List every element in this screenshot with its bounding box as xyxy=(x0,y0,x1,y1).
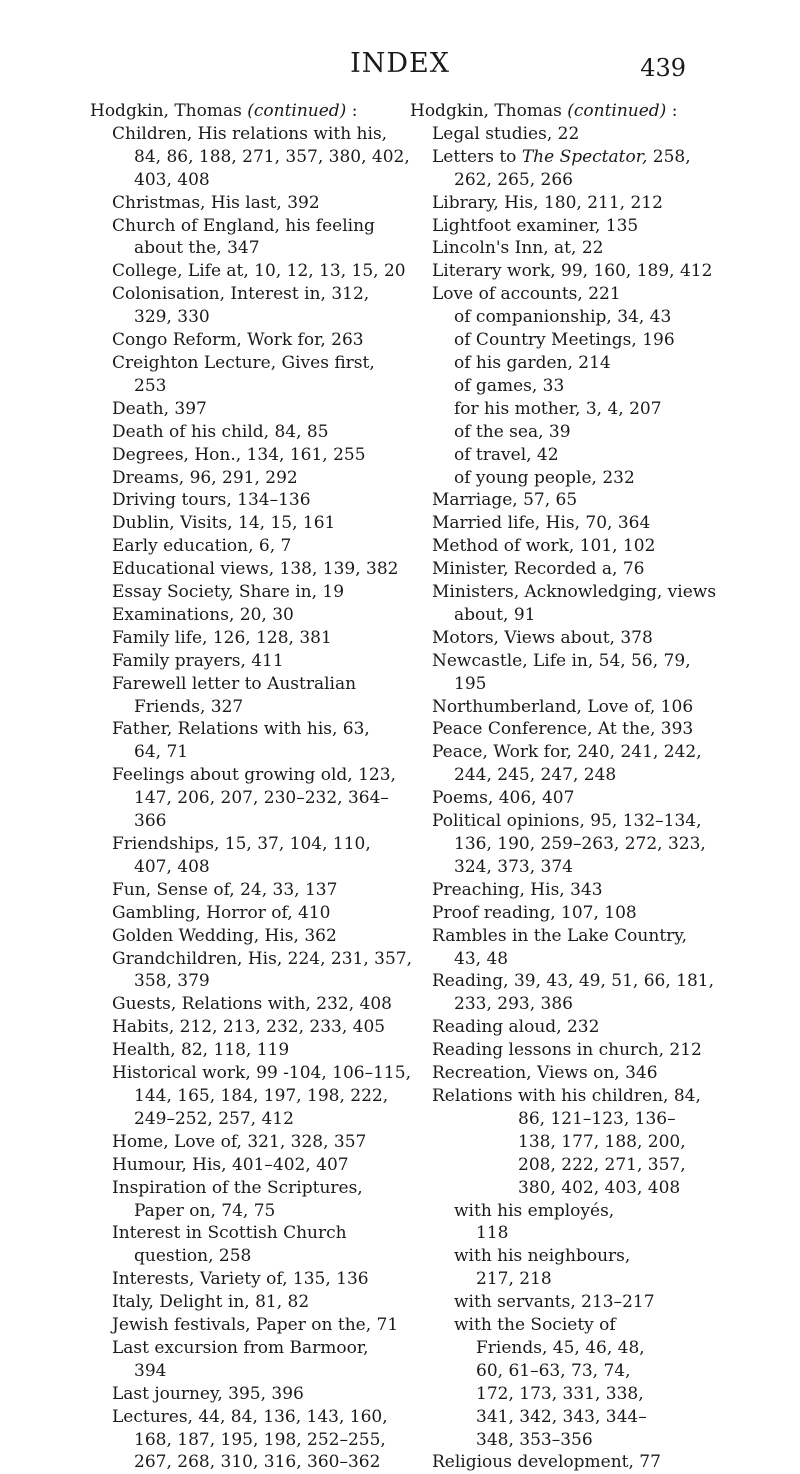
entry-pages-cont: 136, 190, 259–263, 272, 323, xyxy=(454,834,706,854)
entry-text: of companionship, 34, 43 xyxy=(454,307,672,328)
index-entry xyxy=(90,1268,400,1291)
index-entry xyxy=(410,421,720,444)
entry-text: Preaching, His, 343 xyxy=(432,879,603,900)
entry-text: Northumberland, Love of, 106 xyxy=(432,696,694,717)
entry-text: Library, His, 180, 211, 212 xyxy=(432,192,663,213)
heading-name: Hodgkin, Thomas xyxy=(90,101,242,121)
entry-text: Method of work, 101, 102 xyxy=(432,536,656,557)
index-entry xyxy=(90,948,412,994)
entry-text: Recreation, Views on, 346 xyxy=(432,1063,658,1084)
left-column xyxy=(90,100,412,1474)
entry-text: Inspiration of the Scriptures, xyxy=(112,1177,363,1198)
entry-text: Literary work, 99, 160, 189, 412 xyxy=(432,261,713,282)
index-entry xyxy=(410,902,720,925)
index-entry xyxy=(410,925,720,971)
entry-pages-cont: 86, 121–123, 136– xyxy=(518,1108,676,1129)
entry-text: Marriage, 57, 65 xyxy=(432,490,578,511)
entry-pages-cont: 253 xyxy=(134,375,167,396)
index-entry xyxy=(410,237,720,260)
index-entry xyxy=(90,329,400,352)
entry-text: Grandchildren, His, 224, 231, 357, xyxy=(112,948,412,969)
index-entry xyxy=(90,123,410,192)
running-head xyxy=(0,48,800,88)
index-entry xyxy=(90,192,400,215)
entry-text: Poems, 406, 407 xyxy=(432,788,575,809)
entry-pages-cont: 262, 265, 266 xyxy=(454,169,573,190)
index-entry xyxy=(90,627,400,650)
entry-pages-cont: 329, 330 xyxy=(134,307,210,328)
entry-text: Congo Reform, Work for, 263 xyxy=(112,330,364,351)
entry-text: Last excursion from Barmoor, xyxy=(112,1337,369,1358)
entry-text: Feelings about growing old, 123, xyxy=(112,765,396,786)
entry-text: Reading, 39, 43, 49, 51, 66, 181, xyxy=(432,971,715,992)
entry-text: Proof reading, 107, 108 xyxy=(432,902,637,923)
entry-text: Last journey, 395, 396 xyxy=(112,1383,304,1404)
index-entry xyxy=(90,925,400,948)
index-entry xyxy=(90,1383,400,1406)
entry-text: Love of accounts, 221 xyxy=(432,284,621,305)
page-title: INDEX xyxy=(350,48,450,79)
entry-text: Married life, His, 70, 364 xyxy=(432,513,651,534)
entry-text: Dublin, Visits, 14, 15, 161 xyxy=(112,513,336,534)
entry-text: Driving tours, 134–136 xyxy=(112,490,311,511)
index-entry xyxy=(90,604,400,627)
index-entry xyxy=(90,1337,400,1383)
index-entry xyxy=(410,467,720,490)
entry-pages-cont: 233, 293, 386 xyxy=(454,994,573,1015)
index-entry xyxy=(90,1154,400,1177)
heading-continued: (continued) xyxy=(247,101,347,121)
index-entry xyxy=(410,146,720,192)
entry-text: Historical work, 99 -104, 106–115, xyxy=(112,1063,411,1084)
index-entry xyxy=(410,535,720,558)
index-entry xyxy=(410,810,720,879)
index-entry xyxy=(410,283,720,306)
entry-text: Lightfoot examiner, 135 xyxy=(432,215,639,236)
entry-text: Interests, Variety of, 135, 136 xyxy=(112,1269,369,1290)
entry-text: with his neighbours, xyxy=(454,1246,631,1267)
index-entry xyxy=(410,260,720,283)
index-entry xyxy=(90,1291,400,1314)
entry-text: Italy, Delight in, 81, 82 xyxy=(112,1292,310,1313)
index-entry xyxy=(410,123,720,146)
entry-text: Newcastle, Life in, 54, 56, 79, xyxy=(432,650,691,671)
index-entry xyxy=(410,741,720,787)
entry-pages-cont: about, 91 xyxy=(454,604,536,625)
index-entry xyxy=(410,1085,720,1108)
entry-text: Golden Wedding, His, 362 xyxy=(112,925,337,946)
entry-text: Peace, Work for, 240, 241, 242, xyxy=(432,742,702,763)
index-entry xyxy=(90,902,400,925)
entry-text: Family prayers, 411 xyxy=(112,650,284,671)
index-entry xyxy=(410,1200,720,1246)
heading-colon: : xyxy=(351,101,358,121)
entry-pages-cont: 144, 165, 184, 197, 198, 222, xyxy=(134,1085,389,1106)
entry-text: Interest in Scottish Church xyxy=(112,1223,347,1244)
entry-text: Minister, Recorded a, 76 xyxy=(432,559,645,580)
index-entry xyxy=(410,970,720,1016)
entry-text: Ministers, Acknowledging, views xyxy=(432,582,717,603)
entry-text: of travel, 42 xyxy=(454,444,559,465)
heading-colon: : xyxy=(671,101,678,121)
index-entry xyxy=(90,879,400,902)
entry-text: Political opinions, 95, 132–134, xyxy=(432,811,702,832)
index-columns xyxy=(90,100,720,1474)
entry-text: Legal studies, 22 xyxy=(432,123,580,144)
entry-text: Farewell letter to Australian xyxy=(112,673,357,694)
entry-text: of young people, 232 xyxy=(454,467,635,488)
entry-text: Lincoln's Inn, at, 22 xyxy=(432,238,604,259)
index-entry xyxy=(410,1062,720,1085)
entry-text: of his garden, 214 xyxy=(454,352,611,373)
entry-text: Motors, Views about, 378 xyxy=(432,627,653,648)
index-entry xyxy=(410,787,720,810)
entry-text: Educational views, 138, 139, 382 xyxy=(112,559,399,580)
entry-text: College, Life at, 10, 12, 13, 15, 20 xyxy=(112,261,406,282)
index-entry xyxy=(410,627,720,650)
index-entry xyxy=(90,558,400,581)
entry-text: Creighton Lecture, Gives first, xyxy=(112,352,375,373)
entry-pages: 258, xyxy=(647,146,691,167)
entry-text: Rambles in the Lake Country, xyxy=(432,925,688,946)
entry-text: Home, Love of, 321, 328, 357 xyxy=(112,1131,367,1152)
entry-text: of the sea, 39 xyxy=(454,421,571,442)
index-entry xyxy=(90,1016,400,1039)
entry-pages-cont: 380, 402, 403, 408 xyxy=(518,1177,681,1198)
index-entry xyxy=(90,1062,411,1131)
entry-text: with his employés, xyxy=(454,1200,615,1221)
index-entry xyxy=(410,1016,720,1039)
entry-text: Examinations, 20, 30 xyxy=(112,604,294,625)
index-entry xyxy=(410,1039,720,1062)
index-entry xyxy=(90,398,400,421)
entry-pages-cont: 249–252, 257, 412 xyxy=(134,1108,294,1129)
index-entry xyxy=(90,512,400,535)
index-entry xyxy=(90,467,400,490)
entry-text: Friendships, 15, 37, 104, 110, xyxy=(112,834,371,854)
entry-pages-cont: Friends, 45, 46, 48, xyxy=(476,1337,645,1358)
entry-pages-cont: 394 xyxy=(134,1360,167,1381)
index-entry xyxy=(90,581,400,604)
index-entry xyxy=(90,489,400,512)
entry-text: Gambling, Horror of, 410 xyxy=(112,902,331,923)
index-entry xyxy=(90,673,400,719)
entry-pages-cont: 366 xyxy=(134,811,167,832)
entry-pages-cont: Friends, 327 xyxy=(134,696,244,717)
entry-text: Reading aloud, 232 xyxy=(432,1017,600,1038)
index-entry xyxy=(410,718,720,741)
entry-text: with the Society of xyxy=(454,1315,616,1336)
entry-pages-cont: 147, 206, 207, 230–232, 364– xyxy=(134,788,389,809)
entry-text: Family life, 126, 128, 381 xyxy=(112,627,332,648)
periodical-title: The Spectator, xyxy=(521,146,648,167)
index-entry xyxy=(410,696,720,719)
index-entry xyxy=(410,581,720,627)
entry-text: Essay Society, Share in, 19 xyxy=(112,582,345,603)
index-entry xyxy=(410,192,720,215)
entry-text: Lectures, 44, 84, 136, 143, 160, xyxy=(112,1406,388,1427)
entry-pages-cont: 348, 353–356 xyxy=(476,1429,593,1450)
index-entry xyxy=(90,993,400,1016)
entry-text: Reading lessons in church, 212 xyxy=(432,1040,702,1061)
index-entry xyxy=(410,1291,720,1314)
index-entry xyxy=(90,1222,400,1268)
index-entry xyxy=(410,352,720,375)
entry-pages-cont: 341, 342, 343, 344– xyxy=(476,1406,647,1427)
entry-text: Church of England, his feeling xyxy=(112,215,375,236)
index-entry xyxy=(90,1131,400,1154)
entry-pages-cont: 118 xyxy=(476,1223,509,1244)
index-entry xyxy=(90,833,400,879)
entry-pages-cont: 403, 408 xyxy=(134,169,210,190)
entry-text: Guests, Relations with, 232, 408 xyxy=(112,994,392,1015)
entry-text: for his mother, 3, 4, 207 xyxy=(454,398,662,419)
index-entry xyxy=(410,1245,720,1291)
entry-pages-cont: 407, 408 xyxy=(134,856,210,877)
index-entry xyxy=(90,1406,400,1474)
entry-text: Jewish festivals, Paper on the, 71 xyxy=(112,1315,399,1336)
entry-text: Religious development, 77 xyxy=(432,1452,661,1473)
index-heading xyxy=(410,100,720,123)
entry-pages-cont: question, 258 xyxy=(134,1246,252,1267)
index-entry xyxy=(410,1314,720,1451)
index-entry xyxy=(90,650,400,673)
index-entry xyxy=(410,1451,720,1474)
index-entry xyxy=(410,558,720,581)
entry-pages-cont: 60, 61–63, 73, 74, xyxy=(476,1360,631,1381)
entry-pages-cont: 138, 177, 188, 200, xyxy=(518,1131,686,1152)
entry-text: Relations with his children, 84, xyxy=(432,1085,701,1106)
entry-text: Peace Conference, At the, 393 xyxy=(432,719,694,740)
entry-pages-cont: 172, 173, 331, 338, xyxy=(476,1383,644,1404)
entry-text: Fun, Sense of, 24, 33, 137 xyxy=(112,879,338,900)
entry-pages-cont: 358, 379 xyxy=(134,971,210,992)
index-entry xyxy=(410,398,720,421)
index-heading xyxy=(90,100,400,123)
entry-pages-cont: 84, 86, 188, 271, 357, 380, 402, xyxy=(134,146,410,167)
index-entry xyxy=(410,489,720,512)
index-entry xyxy=(90,260,406,283)
entry-text: Children, His relations with his, xyxy=(112,123,388,144)
entry-text: Dreams, 96, 291, 292 xyxy=(112,467,298,488)
index-entry xyxy=(90,444,400,467)
index-entry xyxy=(410,650,720,696)
entry-text: Habits, 212, 213, 232, 233, 405 xyxy=(112,1017,386,1038)
index-entry xyxy=(410,329,720,352)
entry-text: Death of his child, 84, 85 xyxy=(112,421,329,442)
entry-text: Christmas, His last, 392 xyxy=(112,192,320,213)
entry-pages-cont: 324, 373, 374 xyxy=(454,856,573,877)
index-entry xyxy=(90,535,400,558)
entry-text: Degrees, Hon., 134, 161, 255 xyxy=(112,444,366,465)
index-entry xyxy=(90,352,400,398)
index-entry xyxy=(90,1177,400,1223)
entry-pages-cont: 217, 218 xyxy=(476,1269,552,1290)
heading-continued: (continued) xyxy=(567,101,667,121)
index-entry xyxy=(90,718,400,764)
index-entry xyxy=(90,1039,400,1062)
entry-pages-cont: 168, 187, 195, 198, 252–255, xyxy=(134,1429,386,1450)
entry-pages-cont: 43, 48 xyxy=(454,948,509,969)
index-entry xyxy=(410,306,720,329)
right-column xyxy=(410,100,720,1474)
entry-text: Colonisation, Interest in, 312, xyxy=(112,284,370,305)
entry-text: of Country Meetings, 196 xyxy=(454,330,675,351)
index-entry xyxy=(410,444,720,467)
entry-text: Letters to xyxy=(432,146,522,167)
entry-pages-cont: 64, 71 xyxy=(134,742,189,763)
entry-pages-cont: Paper on, 74, 75 xyxy=(134,1200,276,1221)
index-entry xyxy=(410,215,720,238)
index-entry xyxy=(90,1314,400,1337)
entry-text: Health, 82, 118, 119 xyxy=(112,1040,290,1061)
entry-pages-cont: 244, 245, 247, 248 xyxy=(454,765,617,786)
entry-text: Early education, 6, 7 xyxy=(112,536,292,557)
entry-pages-cont: 195 xyxy=(454,673,487,694)
heading-name: Hodgkin, Thomas xyxy=(410,101,562,121)
index-entry xyxy=(410,512,720,535)
entry-pages-cont: about the, 347 xyxy=(134,238,260,259)
index-entry xyxy=(410,375,720,398)
index-entry xyxy=(90,283,400,329)
entry-text: of games, 33 xyxy=(454,375,565,396)
entry-text: Death, 397 xyxy=(112,398,207,419)
page-number: 439 xyxy=(640,54,686,82)
entry-pages-cont: 208, 222, 271, 357, xyxy=(518,1154,686,1175)
index-entry xyxy=(90,764,400,833)
index-entry xyxy=(90,421,400,444)
index-entry xyxy=(90,215,400,261)
entry-text: with servants, 213–217 xyxy=(454,1292,655,1313)
entry-text: Humour, His, 401–402, 407 xyxy=(112,1154,349,1175)
index-entry xyxy=(410,879,720,902)
entry-pages-cont: 267, 268, 310, 316, 360–362 xyxy=(134,1452,381,1473)
entry-text: Father, Relations with his, 63, xyxy=(112,719,370,740)
